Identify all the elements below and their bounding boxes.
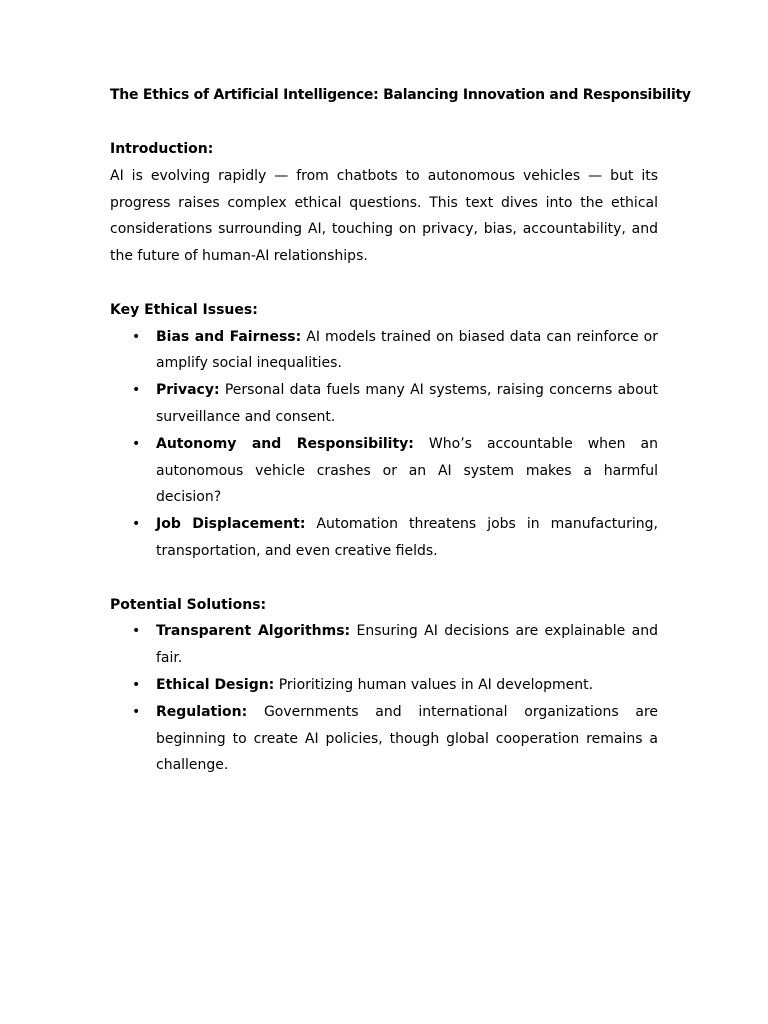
bullet-icon: • bbox=[132, 676, 141, 693]
solutions-heading: Potential Solutions: bbox=[110, 596, 267, 613]
item-text: Governments and international organizations are beginning to create AI policies, though global cooperation remains a challenge. bbox=[156, 703, 659, 774]
item-text: Personal data fuels many AI systems, raising concerns about surveillance and consent. bbox=[156, 382, 658, 425]
bullet-icon: • bbox=[132, 382, 141, 399]
item-text: Prioritizing human values in AI development. bbox=[278, 676, 594, 693]
item-text: Automation threatens jobs in manufacturing, transportation, and even creative fields. bbox=[156, 516, 658, 559]
bullet-icon: • bbox=[132, 516, 141, 533]
introduction-heading: Introduction: bbox=[110, 141, 214, 157]
item-term: Job Displacement: bbox=[156, 516, 306, 533]
bullet-icon: • bbox=[132, 623, 141, 640]
list-item-ethical-design bbox=[110, 672, 658, 699]
item-term: Transparent Algorithms: bbox=[156, 623, 351, 640]
list-item-bias-fairness bbox=[110, 324, 658, 378]
item-term: Privacy: bbox=[156, 382, 220, 399]
key-issues-heading: Key Ethical Issues: bbox=[110, 301, 258, 318]
key-issues-list bbox=[110, 324, 658, 565]
introduction-paragraph: AI is evolving rapidly — from chatbots to autonomous vehicles — but its progress raises complex ethical questions. This text dives into the ethical considerations surrounding AI, touching on privacy, bias, accountability, and the future of human-AI relationships. bbox=[110, 167, 658, 265]
list-item-autonomy-responsibility bbox=[110, 431, 658, 511]
item-term: Bias and Fairness: bbox=[156, 328, 302, 345]
bullet-icon: • bbox=[132, 435, 141, 452]
item-term: Regulation: bbox=[156, 703, 248, 720]
item-text: Who’s accountable when an autonomous vehicle crashes or an AI system makes a harmful decision? bbox=[156, 435, 658, 506]
list-item-transparent-algorithms bbox=[110, 618, 658, 672]
list-item-privacy bbox=[110, 377, 658, 431]
bullet-icon: • bbox=[132, 703, 141, 720]
list-item-job-displacement bbox=[110, 511, 658, 565]
document-title: The Ethics of Artificial Intelligence: Balancing Innovation and Responsibility bbox=[110, 87, 691, 103]
item-text: AI models trained on biased data can reinforce or amplify social inequalities. bbox=[156, 328, 658, 372]
item-term: Autonomy and Responsibility: bbox=[156, 435, 414, 452]
item-term: Ethical Design: bbox=[156, 676, 275, 693]
solutions-list bbox=[110, 618, 658, 779]
document-page bbox=[110, 82, 691, 779]
bullet-icon: • bbox=[132, 328, 141, 345]
list-item-regulation bbox=[110, 699, 658, 779]
item-text: Ensuring AI decisions are explainable and fair. bbox=[156, 623, 658, 667]
